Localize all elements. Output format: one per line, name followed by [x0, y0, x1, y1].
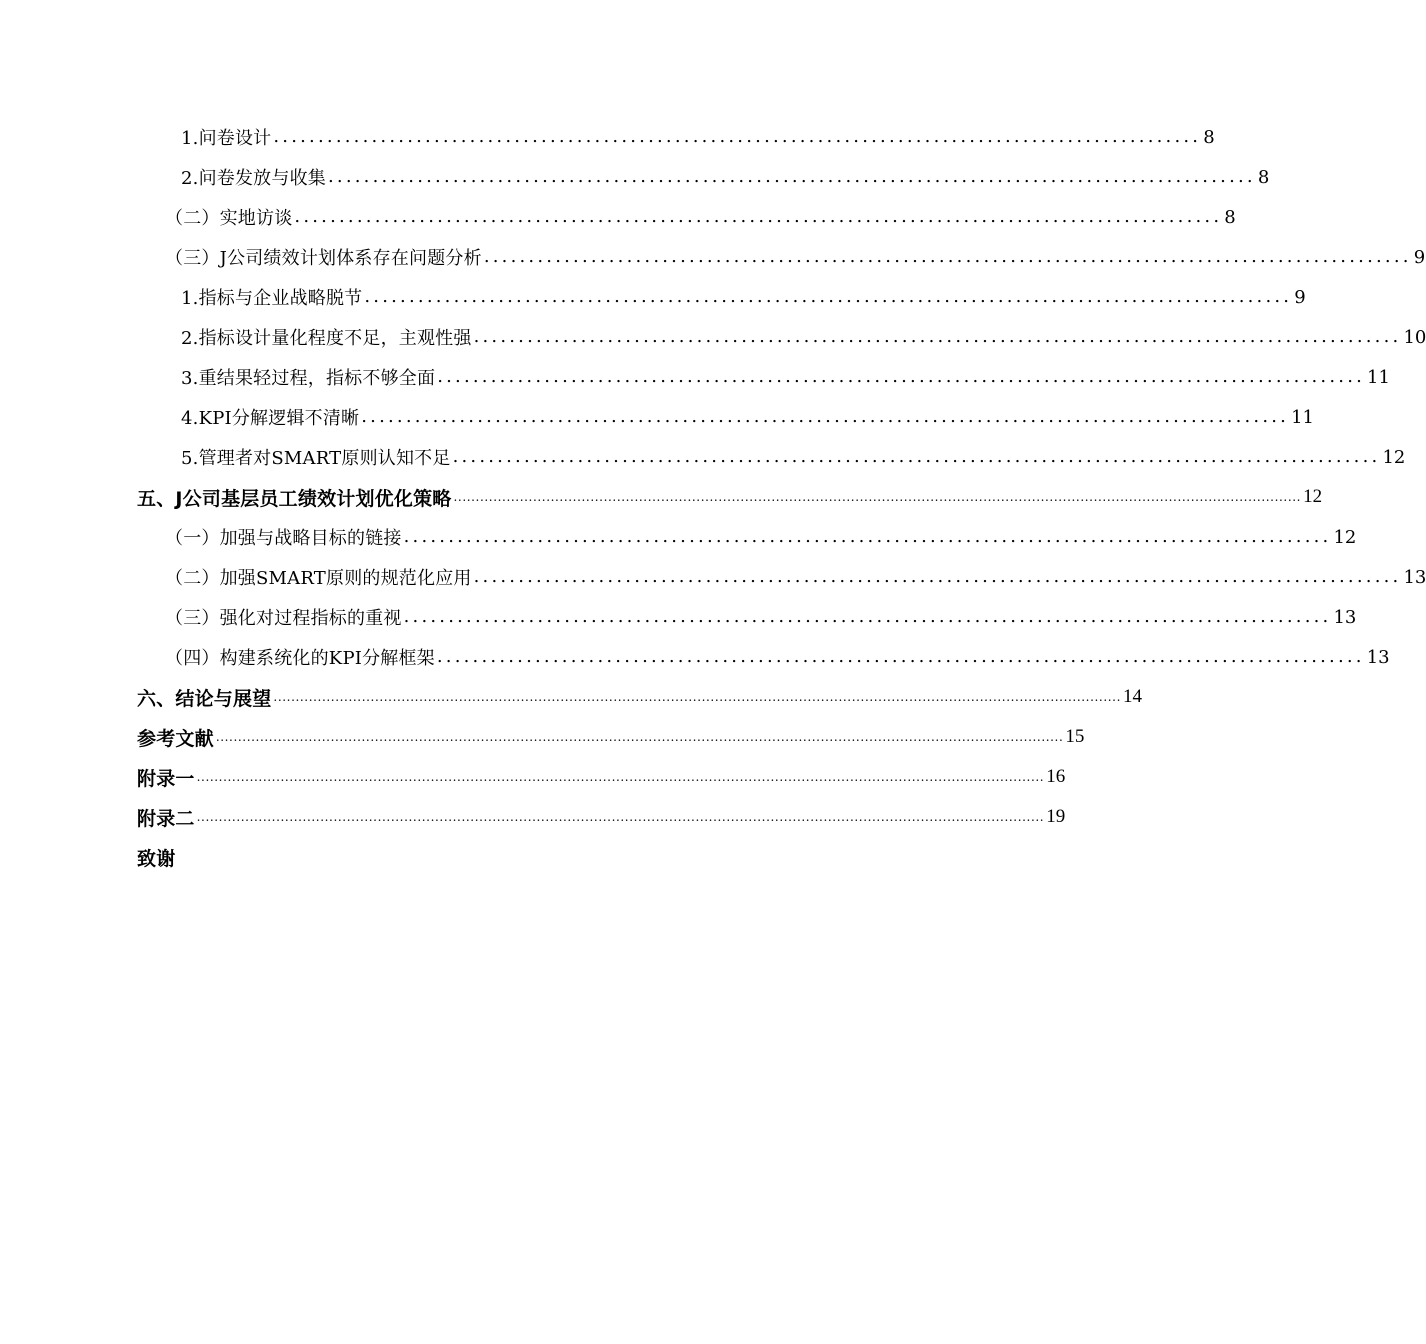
- toc-entry[interactable]: [0, 637, 1390, 677]
- toc-chapter-entry[interactable]: [0, 837, 950, 877]
- toc-entry[interactable]: [0, 557, 1426, 597]
- toc-chapter-label: 附录二: [137, 807, 195, 830]
- toc-entry[interactable]: [0, 317, 1426, 357]
- toc-dot-leader: ................................................................................................................................................................................................: [453, 490, 1302, 504]
- toc-page-number: 9: [1413, 246, 1426, 268]
- toc-page-number: 8: [1224, 206, 1236, 228]
- toc-page-number: 12: [1333, 526, 1357, 548]
- toc-entry-label: 4.KPI分解逻辑不清晰: [181, 408, 360, 429]
- toc-page-number: 13: [1333, 606, 1357, 628]
- toc-dot-leader: ................................................................................................................................................................................................: [215, 730, 1064, 744]
- toc-chapter-label: 五、J公司基层员工绩效计划优化策略: [137, 487, 452, 510]
- toc-dot-leader: ........................................................................................................: [436, 646, 1365, 667]
- table-of-contents: [0, 117, 1426, 877]
- toc-entry[interactable]: [0, 357, 1390, 397]
- toc-dot-leader: ........................................................................................................: [473, 566, 1402, 587]
- toc-page-number: 19: [1046, 806, 1066, 827]
- toc-chapter-label: 参考文献: [137, 727, 214, 750]
- toc-page-number: 16: [1046, 766, 1066, 787]
- toc-entry[interactable]: [0, 197, 1236, 237]
- toc-page-number: 10: [1403, 326, 1426, 348]
- toc-page-number: 12: [1382, 446, 1406, 468]
- toc-entry[interactable]: [0, 117, 1215, 157]
- toc-dot-leader: ........................................................................................................: [473, 326, 1402, 347]
- toc-dot-leader: ................................................................................................................................................................................................: [273, 690, 1121, 704]
- toc-chapter-entry[interactable]: [0, 477, 1323, 517]
- toc-dot-leader: ........................................................................................................: [273, 126, 1202, 147]
- toc-page-number: 15: [1065, 726, 1085, 747]
- toc-chapter-entry[interactable]: [0, 677, 1142, 717]
- toc-dot-leader: ........................................................................................................: [452, 446, 1381, 467]
- toc-chapter-entry[interactable]: [0, 797, 1066, 837]
- toc-chapter-entry[interactable]: [0, 757, 1066, 797]
- toc-dot-leader: ........................................................................................................: [437, 366, 1366, 387]
- toc-page-number: 14: [1122, 686, 1142, 707]
- toc-dot-leader: ........................................................................................................: [361, 406, 1290, 427]
- toc-dot-leader: ................................................................................................................................................................................................: [196, 770, 1045, 784]
- toc-entry[interactable]: [0, 277, 1306, 317]
- toc-entry-label: 1.问卷设计: [181, 128, 272, 149]
- toc-entry[interactable]: [0, 237, 1426, 277]
- toc-entry-label: 1.指标与企业战略脱节: [181, 288, 363, 309]
- toc-entry-label: （三）J公司绩效计划体系存在问题分析: [165, 248, 482, 269]
- toc-entry-label: 3.重结果轻过程，指标不够全面: [181, 368, 436, 389]
- toc-entry-label: （四）构建系统化的KPI分解框架: [165, 648, 435, 669]
- toc-page-number: 13: [1366, 646, 1390, 668]
- toc-entry[interactable]: [0, 437, 1406, 477]
- toc-chapter-entry[interactable]: [0, 717, 1085, 757]
- toc-dot-leader: ........................................................................................................: [403, 606, 1332, 627]
- toc-dot-leader: ........................................................................................................: [364, 286, 1293, 307]
- toc-dot-leader: ........................................................................................................: [403, 526, 1332, 547]
- toc-entry-label: （二）加强SMART原则的规范化应用: [165, 568, 472, 589]
- toc-page-number: 11: [1291, 406, 1315, 428]
- toc-dot-leader: ........................................................................................................: [294, 206, 1223, 227]
- toc-page-number: 13: [1403, 566, 1426, 588]
- toc-chapter-label: 附录一: [137, 767, 195, 790]
- toc-entry[interactable]: [0, 517, 1357, 557]
- toc-page-number: 9: [1294, 286, 1306, 308]
- toc-entry-label: 2.指标设计量化程度不足，主观性强: [181, 328, 472, 349]
- toc-chapter-label: 六、结论与展望: [137, 687, 272, 710]
- toc-page-number: 8: [1257, 166, 1270, 188]
- toc-dot-leader: ........................................................................................................: [327, 166, 1256, 187]
- toc-page-number: 8: [1203, 126, 1215, 148]
- toc-chapter-label: 致谢: [137, 847, 176, 870]
- toc-entry-label: （三）强化对过程指标的重视: [165, 608, 402, 629]
- toc-entry-label: 2.问卷发放与收集: [181, 168, 326, 189]
- toc-dot-leader: ........................................................................................................: [483, 246, 1412, 267]
- toc-entry[interactable]: [0, 597, 1357, 637]
- toc-entry[interactable]: [0, 397, 1315, 437]
- toc-entry-label: 5.管理者对SMART原则认知不足: [181, 448, 451, 469]
- toc-entry[interactable]: [0, 157, 1270, 197]
- toc-page-number: 12: [1303, 486, 1323, 507]
- toc-page-number: 11: [1367, 366, 1390, 388]
- toc-dot-leader: ................................................................................................................................................................................................: [196, 810, 1045, 824]
- toc-entry-label: （一）加强与战略目标的链接: [165, 528, 402, 549]
- toc-entry-label: （二）实地访谈: [165, 208, 293, 229]
